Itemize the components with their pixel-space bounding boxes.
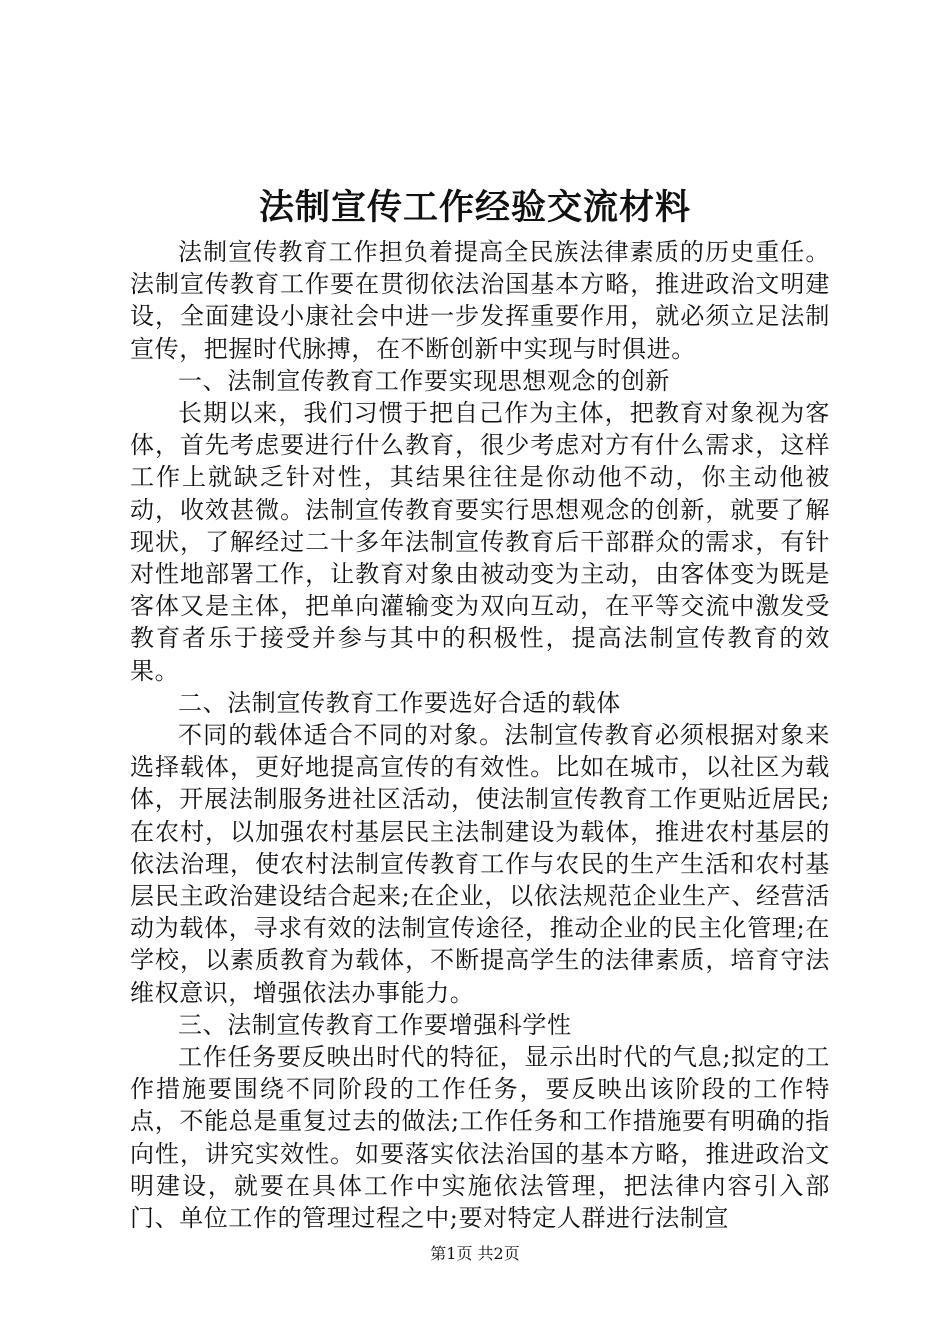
- document-title: 法制宣传工作经验交流材料: [258, 187, 691, 228]
- intro-paragraph: 法制宣传教育工作担负着提高全民族法律素质的历史重任。法制宣传教育工作要在贯彻依法治国基本方略，推进政治文明建设，全面建设小康社会中进一步发挥重要作用，就必须立足法制宣传，把握时代脉搏，在不断创新中实现与时俱进。: [130, 238, 830, 363]
- section-heading-2: 二、法制宣传教育工作要选好合适的载体: [178, 688, 621, 717]
- document-body: [130, 236, 830, 1234]
- page-number-footer: 第1页 共2页: [430, 1244, 520, 1263]
- section-paragraph-1: 长期以来，我们习惯于把自己作为主体，把教育对象视为客体，首先考虑要进行什么教育，很少考虑对方有什么需求，这样工作上就缺乏针对性，其结果往往是你动他不动，你主动他被动，收效甚微。法制宣传教育要实行思想观念的创新，就要了解现状，了解经过二十多年法制宣传教育后干部群众的需求，有针对性地部署工作，让教育对象由被动变为主动，由客体变为既是客体又是主体，把单向灌输变为双向互动，在平等交流中激发受教育者乐于接受并参与其中的积极性，提高法制宣传教育的效果。: [130, 399, 830, 685]
- section-heading-1: 一、法制宣传教育工作要实现思想观念的创新: [178, 366, 670, 395]
- section-paragraph-3: 工作任务要反映出时代的特征，显示出时代的气息;拟定的工作措施要围绕不同阶段的工作任务，要反映出该阶段的工作特点，不能总是重复过去的做法;工作任务和工作措施要有明确的指向性，讲究实效性。如要落实依法治国的基本方略，推进政治文明建设，就要在具体工作中实施依法管理，把法律内容引入部门、单位工作的管理过程之中;要对特定人群进行法制宣: [130, 1043, 830, 1233]
- section-heading-3: 三、法制宣传教育工作要增强科学性: [178, 1010, 572, 1039]
- section-paragraph-2: 不同的载体适合不同的对象。法制宣传教育必须根据对象来选择载体，更好地提高宣传的有效性。比如在城市，以社区为载体，开展法制服务进社区活动，使法制宣传教育工作更贴近居民;在农村，以加强农村基层民主法制建设为载体，推进农村基层的依法治理，使农村法制宣传教育工作与农民的生产生活和农村基层民主政治建设结合起来;在企业，以依法规范企业生产、经营活动为载体，寻求有效的法制宣传途径，推动企业的民主化管理;在学校，以素质教育为载体，不断提高学生的法律素质，培育守法维权意识，增强依法办事能力。: [130, 721, 830, 1007]
